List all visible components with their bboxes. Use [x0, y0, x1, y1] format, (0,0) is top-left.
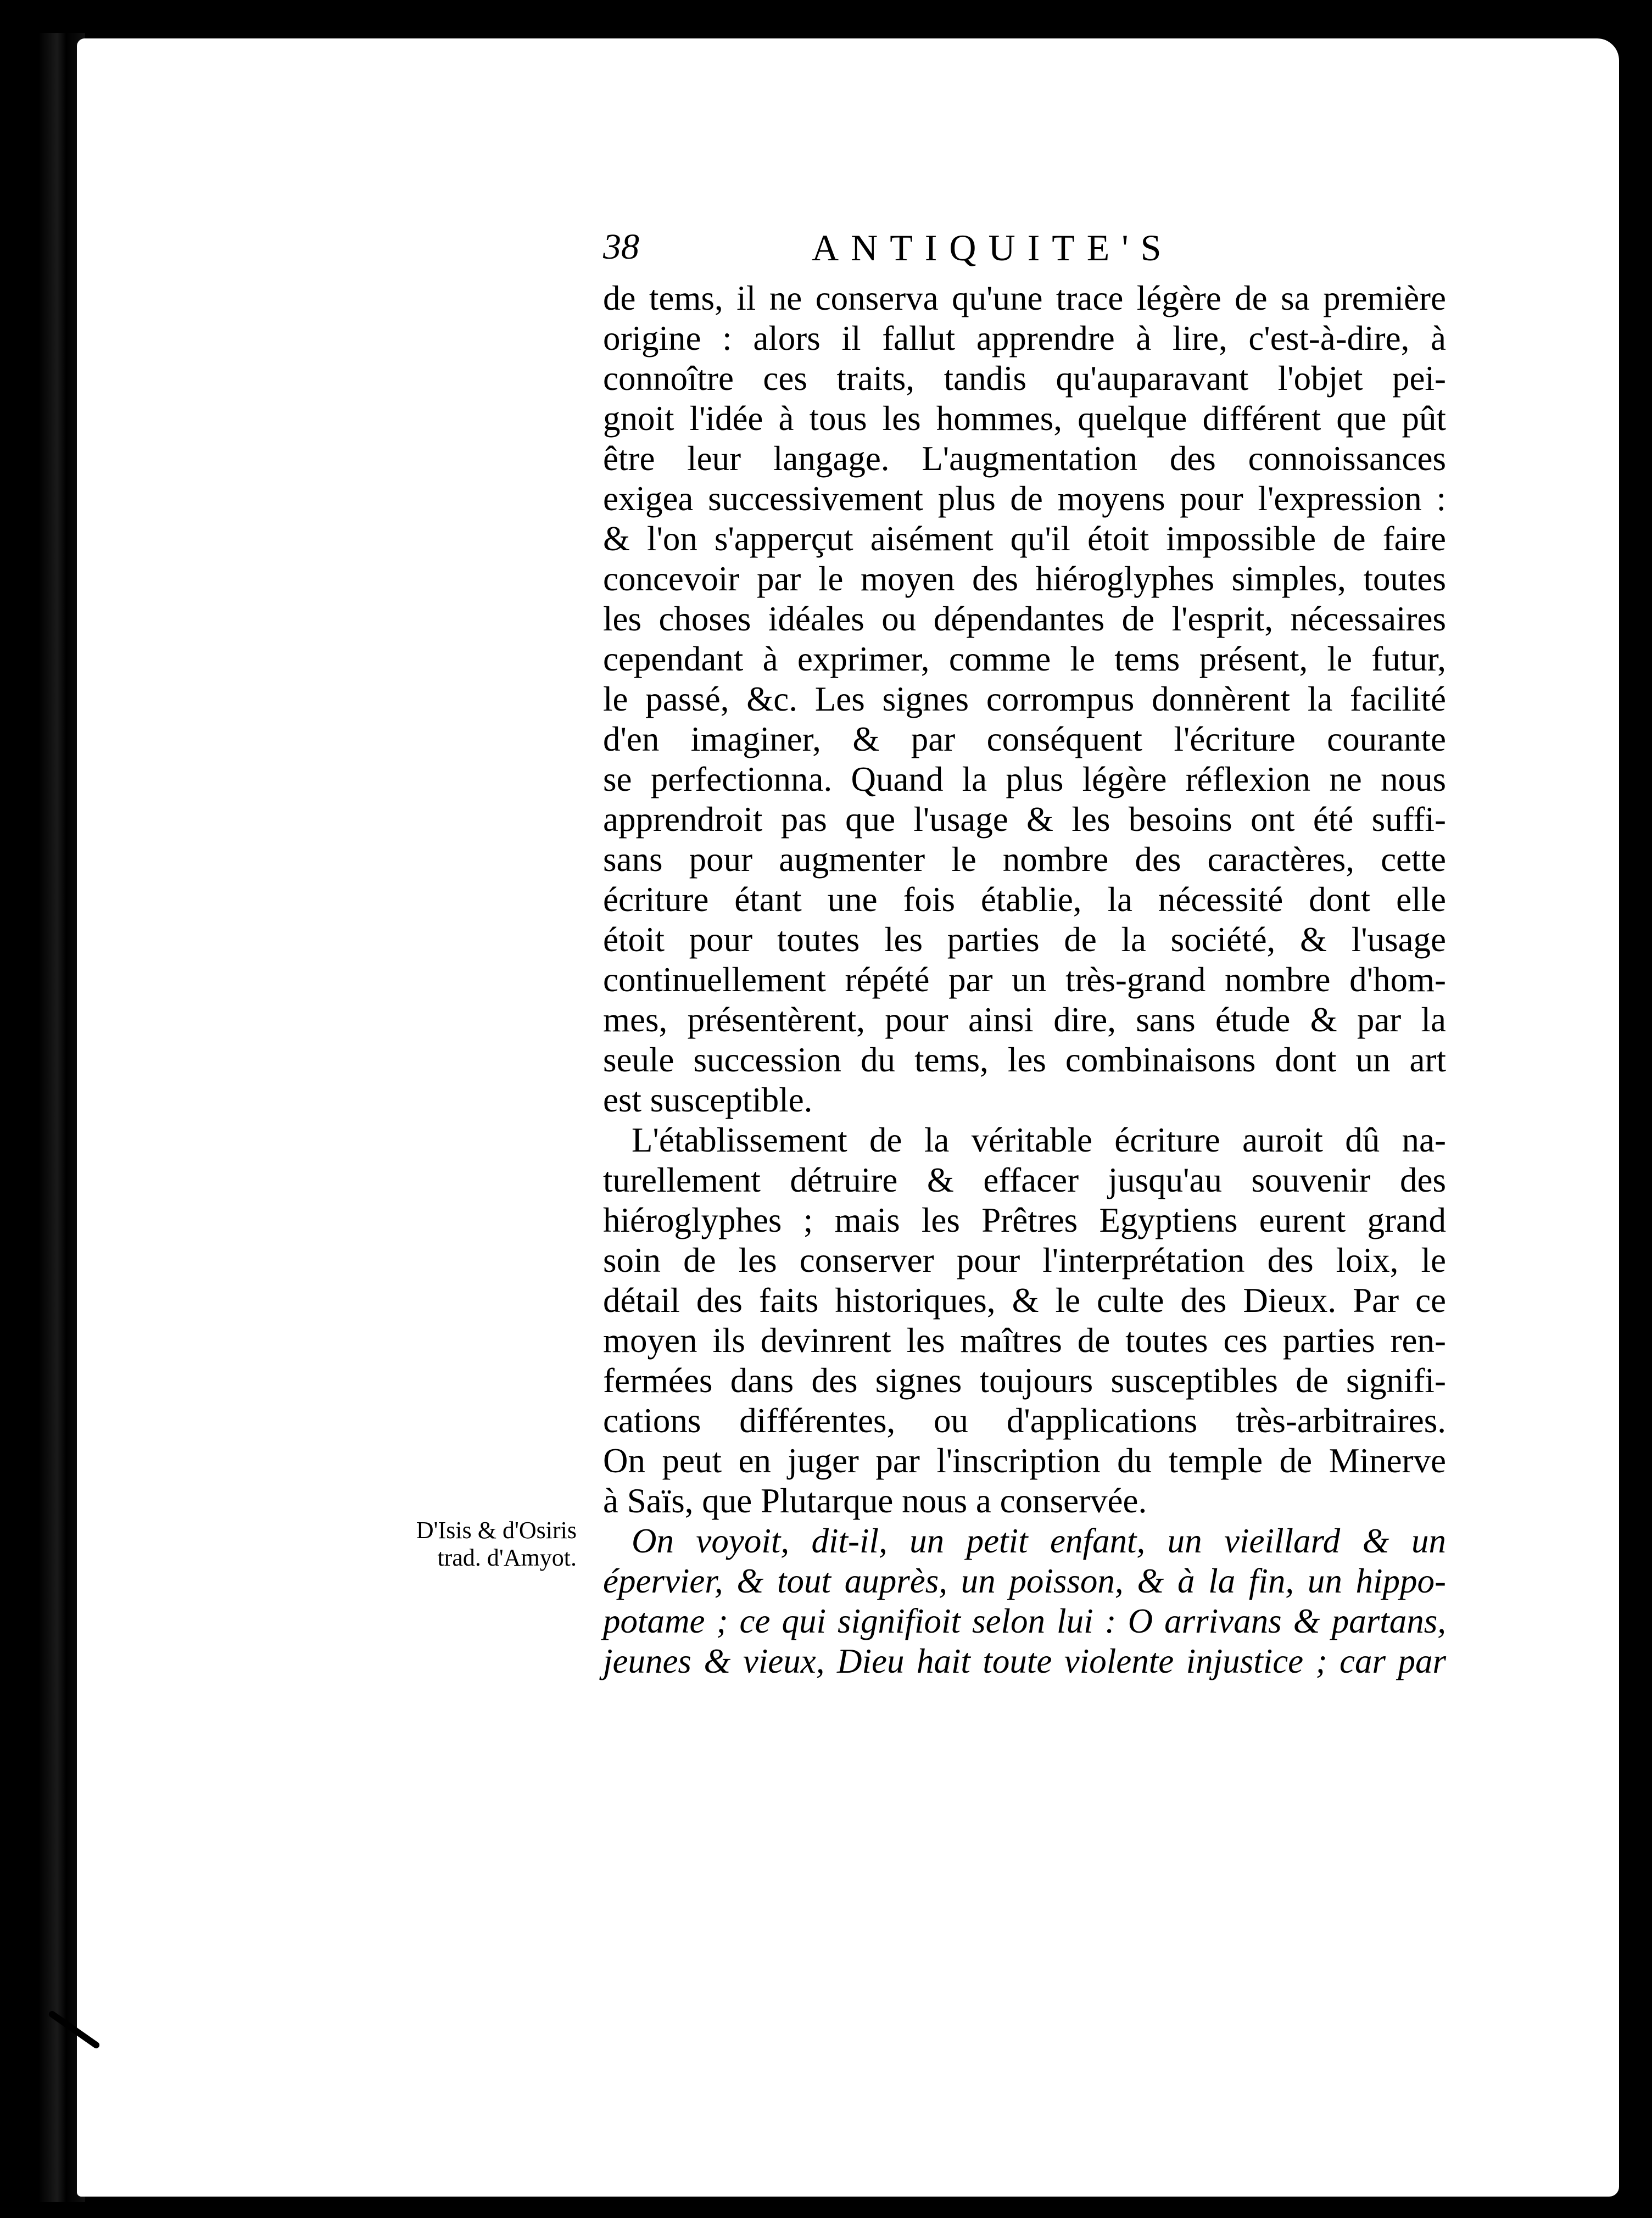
text-line: à Saïs, que Plutarque nous a conservée. [603, 1482, 1147, 1520]
text-line: les choses idéales ou dépendantes de l'esprit, nécessaires [603, 600, 1446, 638]
margin-note-line: trad. d'Amyot. [437, 1544, 577, 1571]
text-line: écriture étant une fois établie, la nécessité dont elle [603, 880, 1446, 919]
margin-note-line: D'Isis & d'Osiris [416, 1517, 577, 1544]
text-line: moyen ils devinrent les maîtres de toutes ces parties ren- [603, 1321, 1446, 1360]
text-line: fermées dans des signes toujours susceptibles de signifi- [603, 1361, 1446, 1400]
text-line: turellement détruire & effacer jusqu'au souvenir des [603, 1161, 1446, 1199]
text-line: est susceptible. [603, 1081, 813, 1119]
text-block [603, 226, 1446, 1681]
text-line: mes, présentèrent, pour ainsi dire, sans étude & par la [603, 1001, 1446, 1039]
paragraph-3-quotation [603, 1521, 1446, 1681]
text-line: concevoir par le moyen des hiéroglyphes simples, toutes [603, 560, 1446, 598]
text-line: épervier, & tout auprès, un poisson, & à la fin, un hippo- [603, 1562, 1446, 1600]
paragraph-1 [603, 278, 1446, 1120]
text-line: L'établissement de la véritable écriture auroit dû na- [632, 1121, 1446, 1159]
text-line: connoître ces traits, tandis qu'auparavant l'objet pei- [603, 359, 1446, 398]
text-line: gnoit l'idée à tous les hommes, quelque différent que pût [603, 399, 1446, 438]
text-line: exigea successivement plus de moyens pour l'expression : [603, 479, 1446, 518]
margin-note [357, 1517, 577, 1572]
text-line: de tems, il ne conserva qu'une trace légère de sa première [603, 279, 1446, 317]
page-number: 38 [603, 227, 639, 267]
text-line: hiéroglyphes ; mais les Prêtres Egyptiens eurent grand [603, 1201, 1446, 1239]
paragraph-2 [603, 1120, 1446, 1521]
running-head [603, 226, 1446, 278]
text-line: origine : alors il fallut apprendre à lire, c'est-à-dire, à [603, 319, 1446, 357]
text-line: être leur langage. L'augmentation des connoissances [603, 439, 1446, 478]
text-line: soin de les conserver pour l'interprétation des loix, le [603, 1241, 1446, 1280]
text-line: étoit pour toutes les parties de la société, & l'usage [603, 920, 1446, 959]
text-line: cependant à exprimer, comme le tems présent, le futur, [603, 640, 1446, 678]
text-line: se perfectionna. Quand la plus légère réflexion ne nous [603, 760, 1446, 798]
text-line: continuellement répété par un très-grand nombre d'hom- [603, 960, 1446, 999]
text-line: apprendroit pas que l'usage & les besoins ont été suffi- [603, 800, 1446, 839]
text-line: & l'on s'apperçut aisément qu'il étoit impossible de faire [603, 519, 1446, 558]
text-line: détail des faits historiques, & le culte des Dieux. Par ce [603, 1281, 1446, 1320]
text-line: potame ; ce qui signifioit selon lui : O arrivans & partans, [603, 1602, 1446, 1640]
text-line: On peut en juger par l'inscription du temple de Minerve [603, 1442, 1446, 1480]
running-title: ANTIQUITE'S [812, 227, 1174, 269]
text-line: sans pour augmenter le nombre des caractères, cette [603, 840, 1446, 879]
text-line: On voyoit, dit-il, un petit enfant, un vieillard & un [632, 1522, 1446, 1560]
text-line: jeunes & vieux, Dieu hait toute violente injustice ; car par [603, 1642, 1446, 1680]
text-line: d'en imaginer, & par conséquent l'écriture courante [603, 720, 1446, 758]
text-line: seule succession du tems, les combinaisons dont un art [603, 1041, 1446, 1079]
text-line: le passé, &c. Les signes corrompus donnèrent la facilité [603, 680, 1446, 718]
text-line: cations différentes, ou d'applications très-arbitraires. [603, 1401, 1446, 1440]
